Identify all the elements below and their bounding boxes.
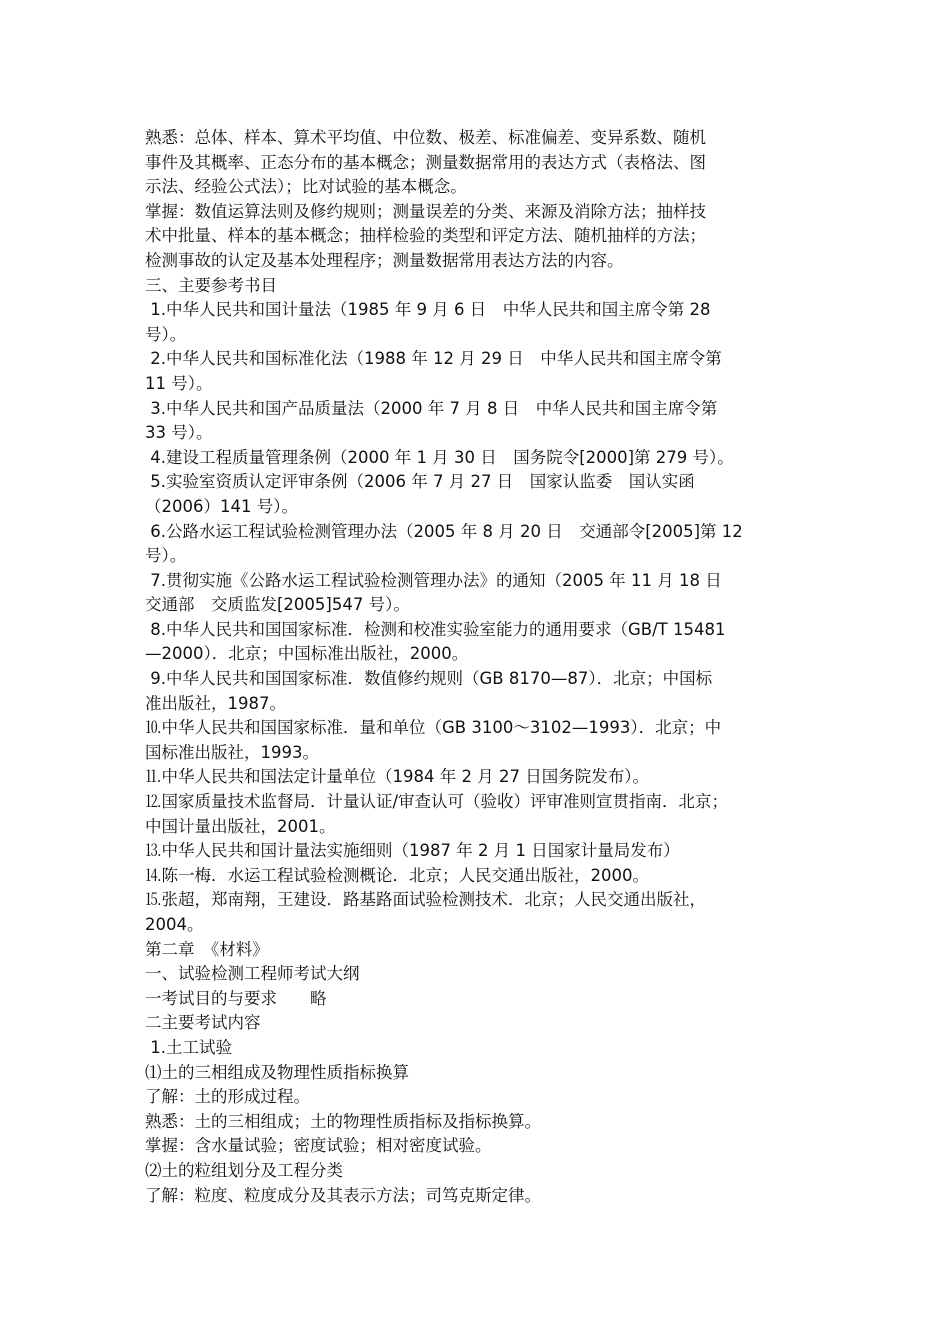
- text-line: 11 号）。: [145, 373, 213, 393]
- text-line: 三、主要参考书目: [145, 275, 277, 295]
- text-line: 8.中华人民共和国国家标准．检测和校准实验室能力的通用要求（GB/T 15481: [145, 619, 726, 639]
- text-line: 熟悉：土的三相组成；土的物理性质指标及指标换算。: [145, 1111, 541, 1131]
- text-line: 1.中华人民共和国计量法（1985 年 9 月 6 日 中华人民共和国主席令第 28: [145, 300, 711, 320]
- text-line: 33 号）。: [145, 423, 213, 443]
- text-line: 号）。: [145, 546, 187, 566]
- text-line: 示法、经验公式法）；比对试验的基本概念。: [145, 177, 467, 197]
- text-line: 第二章 《材料》: [145, 939, 269, 959]
- text-line: 准出版社，1987。: [145, 693, 286, 713]
- text-line: 了解：粒度、粒度成分及其表示方法；司笃克斯定律。: [145, 1185, 541, 1205]
- text-line: 6.公路水运工程试验检测管理办法（2005 年 8 月 20 日 交通部令[2005]第 12: [145, 521, 743, 541]
- text-line: 4.建设工程质量管理条例（2000 年 1 月 30 日 国务院令[2000]第 279 号）。: [145, 447, 734, 467]
- text-line: ⑴土的三相组成及物理性质指标换算: [145, 1062, 409, 1082]
- text-line: 9.中华人民共和国国家标准．数值修约规则（GB 8170—87）．北京；中国标: [145, 669, 713, 689]
- text-line: 二主要考试内容: [145, 1013, 261, 1033]
- text-line: 掌握：含水量试验；密度试验；相对密度试验。: [145, 1136, 492, 1156]
- text-line: ⒓国家质量技术监督局．计量认证/审查认可（验收）评审准则宣贯指南．北京；: [145, 792, 729, 812]
- text-line: 3.中华人民共和国产品质量法（2000 年 7 月 8 日 中华人民共和国主席令第: [145, 398, 718, 418]
- text-line: 交通部 交质监发[2005]547 号）。: [145, 595, 410, 615]
- text-line: ⒒中华人民共和国法定计量单位（1984 年 2 月 27 日国务院发布）。: [145, 767, 649, 787]
- text-line: —2000）．北京；中国标准出版社，2000。: [145, 644, 469, 664]
- text-line: 事件及其概率、正态分布的基本概念；测量数据常用的表达方式（表格法、图: [145, 152, 706, 172]
- text-line: 中国计量出版社，2001。: [145, 816, 336, 836]
- text-line: 一、试验检测工程师考试大纲: [145, 964, 360, 984]
- text-line: 掌握：数值运算法则及修约规则；测量误差的分类、来源及消除方法；抽样技: [145, 201, 706, 221]
- text-line: 2004。: [145, 915, 204, 934]
- text-line: 号）。: [145, 324, 187, 344]
- text-line: 熟悉：总体、样本、算术平均值、中位数、极差、标准偏差、变异系数、随机: [145, 128, 706, 147]
- document-body: [145, 126, 817, 1208]
- text-line: ⒖张超，郑南翔，王建设．路基路面试验检测技术．北京；人民交通出版社，: [145, 890, 706, 910]
- text-line: 国标准出版社，1993。: [145, 742, 319, 762]
- text-line: ⑵土的粒组划分及工程分类: [145, 1160, 343, 1180]
- text-line: 1.土工试验: [145, 1037, 232, 1057]
- text-line: 7.贯彻实施《公路水运工程试验检测管理办法》的通知（2005 年 11 月 18 日: [145, 570, 722, 590]
- text-line: （2006）141 号）。: [145, 496, 298, 516]
- text-line: 一考试目的与要求 略: [145, 988, 327, 1008]
- text-line: ⒑中华人民共和国国家标准．量和单位（GB 3100～3102—1993）．北京；中: [145, 718, 722, 738]
- text-line: 检测事故的认定及基本处理程序；测量数据常用表达方法的内容。: [145, 250, 624, 270]
- text-line: 5.实验室资质认定评审条例（2006 年 7 月 27 日 国家认监委 国认实函: [145, 472, 695, 492]
- text-line: ⒕陈一梅．水运工程试验检测概论．北京；人民交通出版社，2000。: [145, 865, 649, 885]
- text-line: ⒔中华人民共和国计量法实施细则（1987 年 2 月 1 日国家计量局发布）: [145, 841, 680, 861]
- text-line: 术中批量、样本的基本概念；抽样检验的类型和评定方法、随机抽样的方法；: [145, 226, 706, 246]
- text-line: 了解：土的形成过程。: [145, 1087, 310, 1107]
- text-line: 2.中华人民共和国标准化法（1988 年 12 月 29 日 中华人民共和国主席令第: [145, 349, 722, 369]
